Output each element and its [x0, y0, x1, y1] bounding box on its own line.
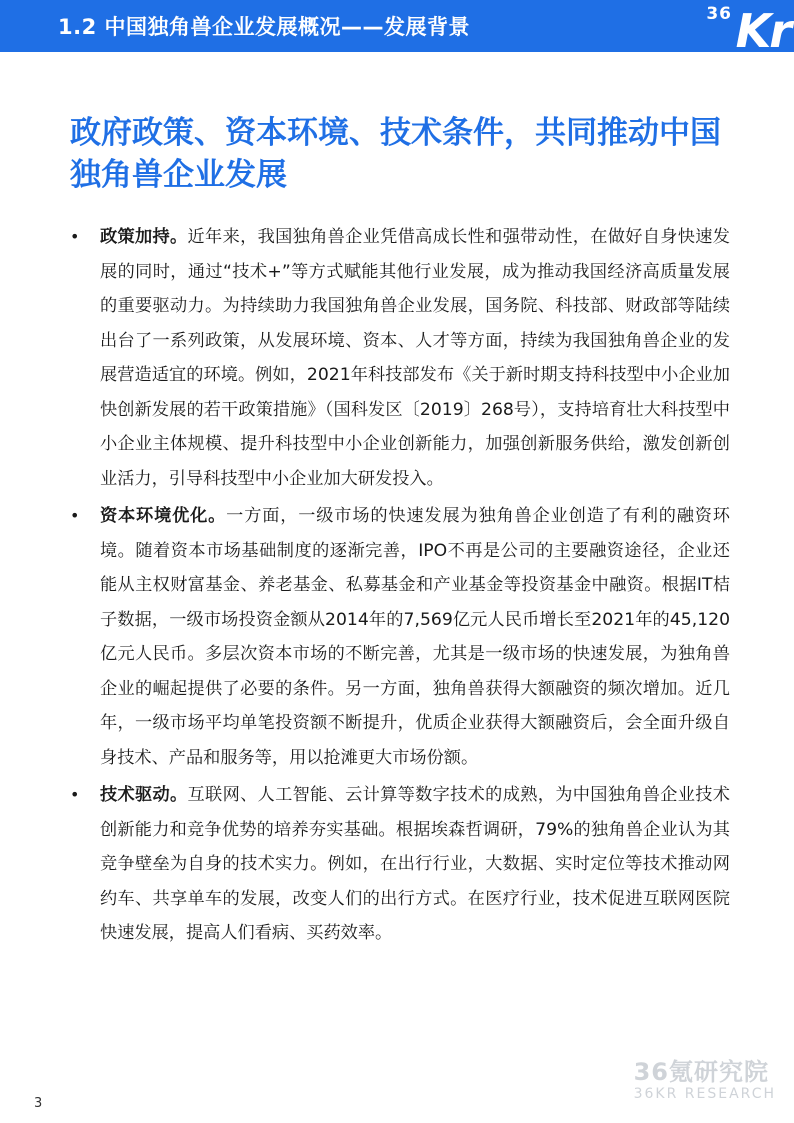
bullet-dot-icon: •: [70, 785, 80, 804]
bullet-lead: 资本环境优化。: [100, 506, 227, 526]
watermark-en: 36KR RESEARCH: [633, 1086, 776, 1102]
bullet-text: 互联网、人工智能、云计算等数字技术的成熟，为中国独角兽企业技术创新能力和竞争优势的培养夯实基础。根据埃森哲调研，79%的独角兽企业认为其竞争壁垒为自身的技术实力。例如，在出行行业，大数据、实时定位等技术推动网约车、共享单车的发展，改变人们的出行方式。在医疗行业，技术促进互联网医院快速发展，提高人们看病、买药效率。: [100, 785, 730, 943]
bullet-text: 近年来，我国独角兽企业凭借高成长性和强带动性，在做好自身快速发展的同时，通过“技术+”等方式赋能其他行业发展，成为推动我国经济高质量发展的重要驱动力。为持续助力我国独角兽企业发展，国务院、科技部、财政部等陆续出台了一系列政策，从发展环境、资本、人才等方面，持续为我国独角兽企业的发展营造适宜的环境。例如，2021年科技部发布《关于新时期支持科技型中小企业加快创新发展的若干政策措施》（国科发区〔2019〕268号），支持培育壮大科技型中小企业主体规模、提升科技型中小企业创新能力，加强创新服务供给，激发创新创业活力，引导科技型中小企业加大研发投入。: [100, 227, 730, 489]
bullet-lead: 政策加持。: [100, 227, 188, 247]
bullet-dot-icon: •: [70, 506, 80, 525]
logo-kr-text: Kr: [735, 4, 790, 58]
bullet-policy: [70, 220, 730, 496]
bullet-list: [70, 220, 730, 954]
watermark-cn: 36氪研究院: [633, 1058, 770, 1086]
bullet-dot-icon: •: [70, 227, 80, 246]
page-number: 3: [34, 1096, 43, 1111]
bullet-text: 一方面，一级市场的快速发展为独角兽企业创造了有利的融资环境。随着资本市场基础制度的逐渐完善，IPO不再是公司的主要融资途径，企业还能从主权财富基金、养老基金、私募基金和产业基金等投资基金中融资。根据IT桔子数据，一级市场投资金额从2014年的7,569亿元人民币增长至2021年的45,120亿元人民币。多层次资本市场的不断完善，尤其是一级市场的快速发展，为独角兽企业的崛起提供了必要的条件。另一方面，独角兽获得大额融资的频次增加。近几年，一级市场平均单笔投资额不断提升，优质企业获得大额融资后，会全面升级自身技术、产品和服务等，用以抢滩更大市场份额。: [100, 506, 730, 768]
bullet-technology: [70, 778, 730, 951]
logo-36-text: 36: [706, 4, 732, 24]
brand-logo: [700, 0, 790, 58]
section-title: 1.2 中国独角兽企业发展概况——发展背景: [58, 15, 471, 39]
bullet-capital: [70, 499, 730, 775]
header-bar: [0, 0, 794, 58]
bullet-lead: 技术驱动。: [100, 785, 188, 805]
watermark: [634, 1058, 776, 1102]
page-title: 政府政策、资本环境、技术条件，共同推动中国独角兽企业发展: [70, 115, 721, 193]
